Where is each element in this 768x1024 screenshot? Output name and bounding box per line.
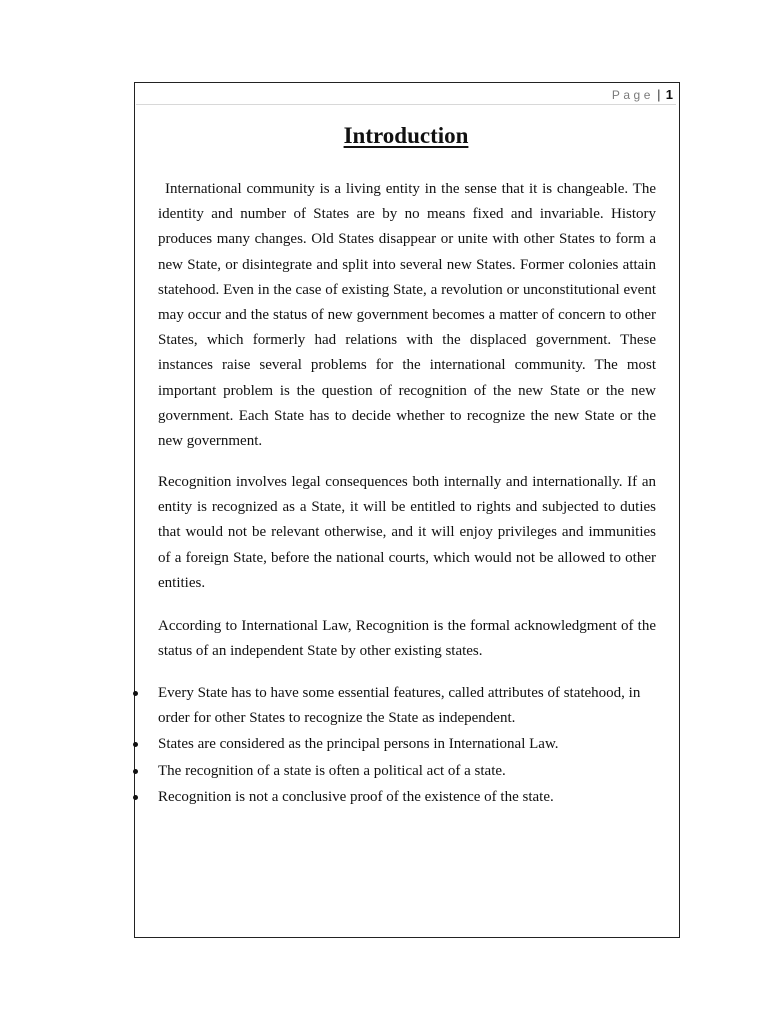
list-item	[158, 759, 656, 784]
document-title: Introduction	[343, 123, 469, 148]
paragraph-definition: According to International Law, Recognition is the formal acknowledgment of the status of an independent State by other existing states.	[158, 618, 656, 660]
page-number: 1	[665, 87, 673, 102]
bullet-icon	[133, 795, 138, 800]
bullet-icon	[133, 691, 138, 696]
bullet-icon	[133, 769, 138, 774]
paragraph-legal-consequences: Recognition involves legal consequences both internally and internationally. If an entity is recognized as a State, it will be entitled to rights and subjected to duties that would not be relevant otherwise, and it will enjoy privileges and immunities of a foreign State, before the national courts, which would not be allowed to other entities.	[158, 474, 656, 591]
list-item-text: The recognition of a state is often a political act of a state.	[158, 762, 506, 779]
list-item-text: Recognition is not a conclusive proof of the existence of the state.	[158, 788, 554, 805]
page-header	[136, 86, 676, 105]
list-item	[158, 681, 656, 731]
list-item	[158, 785, 656, 810]
list-item	[158, 732, 656, 757]
page-separator: |	[657, 87, 661, 102]
list-item-text: Every State has to have some essential features, called attributes of statehood, in order for other States to recognize the State as independent.	[158, 685, 641, 727]
paragraph-intro: International community is a living entity in the sense that it is changeable. The identity and number of States are by no means fixed and invariable. History produces many changes. Old States disappear or unite with other States to form a new State, or disintegrate and split into several new States. Former colonies attain statehood. Even in the case of existing State, a revolution or unconstitutional event may occur and the status of new government becomes a matter of concern to other States, which formerly had relations with the displaced government. These instances raise several problems for the international community. The most important problem is the question of recognition of the new State or the new government. Each State has to decide whether to recognize the new State or the new government.	[158, 181, 656, 450]
page-number-label	[612, 87, 673, 103]
bullet-list	[158, 681, 656, 811]
page-word: Page	[611, 88, 654, 102]
list-item-text: States are considered as the principal persons in International Law.	[158, 736, 559, 753]
